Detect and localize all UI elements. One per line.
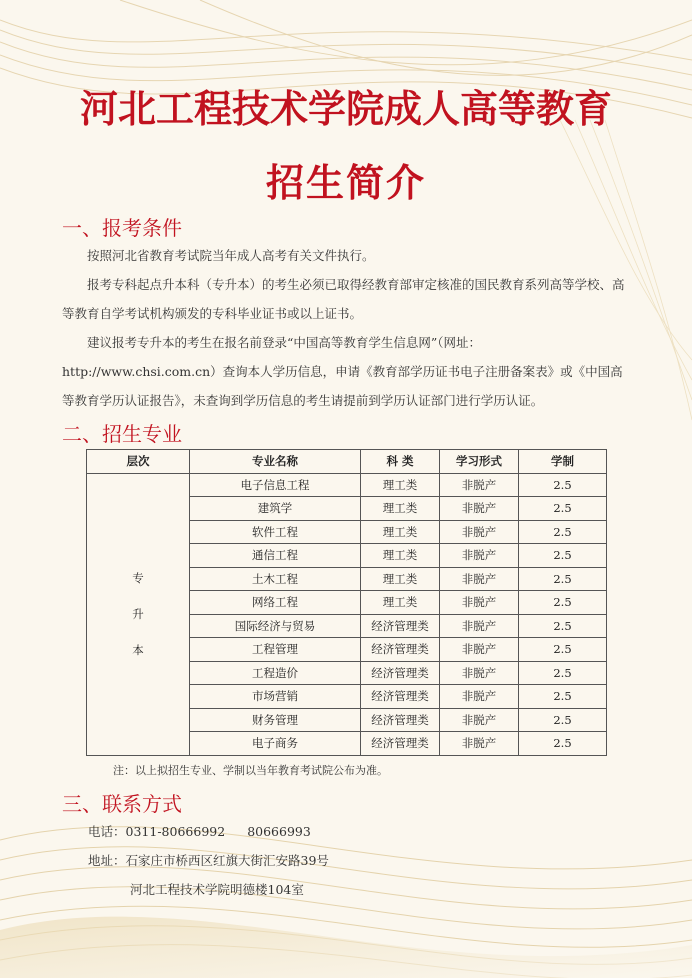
address-label: 地址： — [88, 853, 126, 868]
header-study-mode: 学习形式 — [440, 450, 519, 474]
study-mode: 非脱产 — [440, 708, 519, 732]
major-name: 财务管理 — [190, 708, 361, 732]
address-text: 石家庄市桥西区红旗大街汇安路39号 — [125, 853, 329, 868]
category: 经济管理类 — [361, 708, 440, 732]
major-name: 电子信息工程 — [190, 473, 361, 497]
major-name: 工程管理 — [190, 638, 361, 662]
major-name: 市场营销 — [190, 685, 361, 709]
category: 理工类 — [361, 520, 440, 544]
study-mode: 非脱产 — [440, 544, 519, 568]
category: 经济管理类 — [361, 614, 440, 638]
major-name: 通信工程 — [190, 544, 361, 568]
major-name: 网络工程 — [190, 591, 361, 615]
study-mode: 非脱产 — [440, 520, 519, 544]
duration: 2.5 — [519, 473, 607, 497]
section-heading-requirements: 一、报考条件 — [62, 216, 182, 240]
duration: 2.5 — [519, 661, 607, 685]
category: 理工类 — [361, 591, 440, 615]
table-header-row — [87, 450, 607, 474]
header-major: 专业名称 — [190, 450, 361, 474]
duration: 2.5 — [519, 567, 607, 591]
major-name: 电子商务 — [190, 732, 361, 756]
major-name: 国际经济与贸易 — [190, 614, 361, 638]
category: 经济管理类 — [361, 661, 440, 685]
address-line-2: 河北工程技术学院明德楼104室 — [130, 882, 304, 897]
duration: 2.5 — [519, 497, 607, 521]
category: 理工类 — [361, 473, 440, 497]
category: 理工类 — [361, 497, 440, 521]
category: 经济管理类 — [361, 685, 440, 709]
study-mode: 非脱产 — [440, 614, 519, 638]
majors-table — [86, 449, 607, 756]
major-name: 建筑学 — [190, 497, 361, 521]
level-char: 本 — [132, 643, 144, 657]
study-mode: 非脱产 — [440, 661, 519, 685]
study-mode: 非脱产 — [440, 591, 519, 615]
category: 经济管理类 — [361, 638, 440, 662]
duration: 2.5 — [519, 614, 607, 638]
level-char: 升 — [132, 607, 144, 621]
duration: 2.5 — [519, 732, 607, 756]
category: 理工类 — [361, 567, 440, 591]
duration: 2.5 — [519, 685, 607, 709]
table-row — [87, 473, 607, 497]
header-category: 科 类 — [361, 450, 440, 474]
page-subtitle: 招生简介 — [265, 161, 426, 205]
section-heading-majors: 二、招生专业 — [62, 422, 182, 446]
study-mode: 非脱产 — [440, 473, 519, 497]
header-level: 层次 — [87, 450, 190, 474]
duration: 2.5 — [519, 638, 607, 662]
duration: 2.5 — [519, 591, 607, 615]
phone-label: 电话： — [88, 824, 126, 839]
level-cell — [87, 473, 190, 755]
phone-number-1: 0311-80666992 — [125, 824, 226, 839]
major-name: 工程造价 — [190, 661, 361, 685]
duration: 2.5 — [519, 544, 607, 568]
requirement-paragraph-2: 报考专科起点升本科（专升本）的考生必须已取得经教育部审定核准的国民教育系列高等学校、高等教育自学考试机构颁发的专科毕业证书或以上证书。 — [62, 277, 625, 321]
study-mode: 非脱产 — [440, 567, 519, 591]
section-heading-contact: 三、联系方式 — [62, 792, 182, 816]
page-title: 河北工程技术学院成人高等教育 — [79, 87, 612, 131]
requirement-paragraph-1: 按照河北省教育考试院当年成人高考有关文件执行。 — [87, 248, 375, 263]
duration: 2.5 — [519, 520, 607, 544]
study-mode: 非脱产 — [440, 638, 519, 662]
phone-number-2: 80666993 — [247, 824, 311, 839]
table-note: 注：以上拟招生专业、学制以当年教育考试院公布为准。 — [113, 764, 388, 777]
duration: 2.5 — [519, 708, 607, 732]
major-name: 土木工程 — [190, 567, 361, 591]
phone-line — [88, 822, 311, 840]
header-duration: 学制 — [519, 450, 607, 474]
address-line — [88, 851, 329, 869]
category: 经济管理类 — [361, 732, 440, 756]
study-mode: 非脱产 — [440, 732, 519, 756]
major-name: 软件工程 — [190, 520, 361, 544]
level-char: 专 — [132, 571, 144, 585]
study-mode: 非脱产 — [440, 497, 519, 521]
category: 理工类 — [361, 544, 440, 568]
requirement-paragraph-3: 建议报考专升本的考生在报名前登录“中国高等教育学生信息网”（网址：http://www.chsi.com.cn）查询本人学历信息，申请《教育部学历证书电子注册备案表》或《中国高等教育学历认证报告》，未查询到学历信息的考生请提前到学历认证部门进行学历认证。 — [62, 335, 623, 408]
study-mode: 非脱产 — [440, 685, 519, 709]
